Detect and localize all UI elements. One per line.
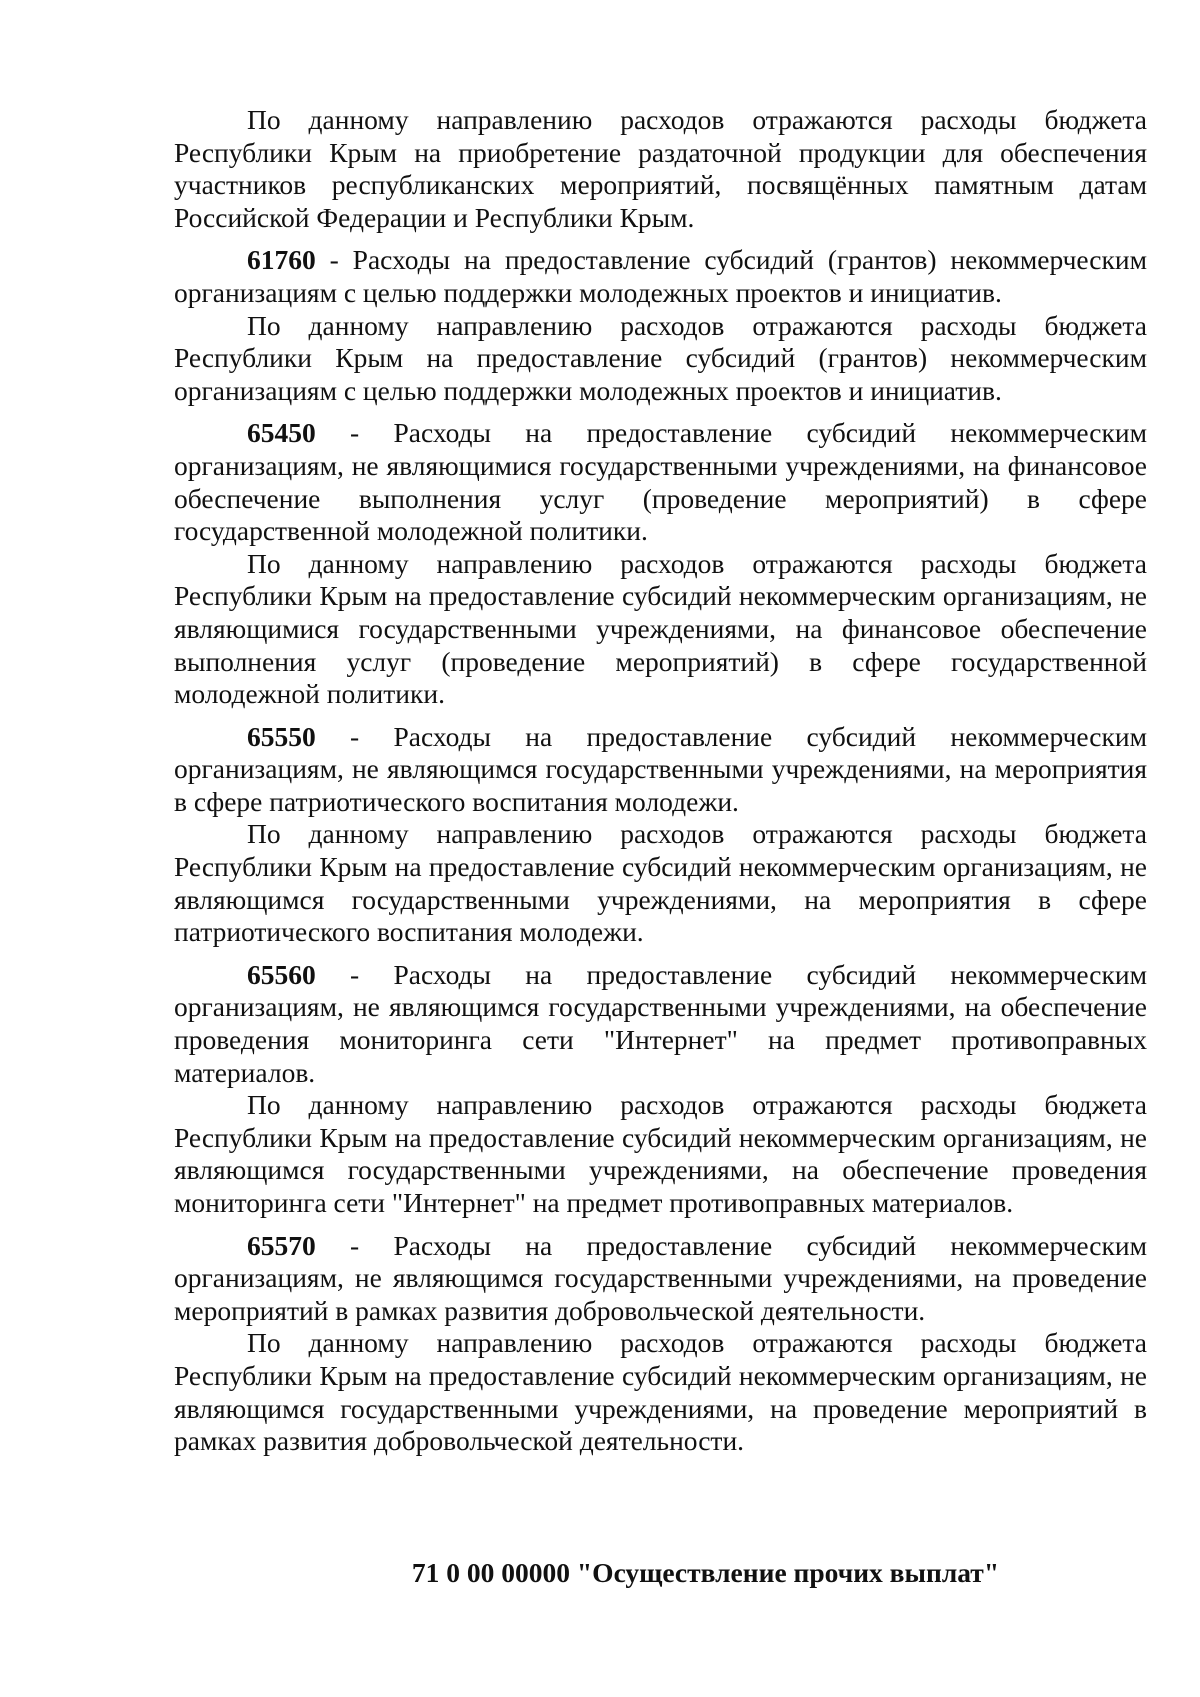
paragraph-text: По данному направлению расходов отражаются расходы бюджета Республики Крым на предоставление субсидий (грантов) некоммерческим организациям с целью поддержки молодежных проектов и инициатив. [174, 309, 1147, 406]
paragraph-expense-item [174, 959, 1147, 1089]
paragraph-text: - Расходы на предоставление субсидий некоммерческим организациям, не являющимся государственными учреждениями, на проведение мероприятий в рамках развития добровольческой деятельности. [174, 1229, 1147, 1326]
paragraph-expense-item [174, 1230, 1147, 1328]
paragraph-text: По данному направлению расходов отражаются расходы бюджета Республики Крым на предоставление субсидий некоммерческим организациям, не являющимся государственными учреждениями, на обеспечение проведения мониторинга сети "Интернет" на предмет противоправных материалов. [174, 1089, 1147, 1218]
paragraph-description [174, 548, 1147, 711]
section-heading: 71 0 00 00000 "Осуществление прочих выплат" [411, 1557, 1000, 1588]
paragraph-text: По данному направлению расходов отражаются расходы бюджета Республики Крым на предоставление субсидий некоммерческим организациям, не являющимся государственными учреждениями, на мероприятия в сфере патриотического воспитания молодежи. [174, 818, 1147, 948]
expense-code: 65550 [247, 720, 316, 752]
paragraph-text: По данному направлению расходов отражаются расходы бюджета Республики Крым на предоставление субсидий некоммерческим организациям, не являющимися государственными учреждениями, на финансовое обеспечение выполнения услуг (проведение мероприятий) в сфере государственной молодежной политики. [174, 547, 1147, 710]
expense-code: 65450 [247, 417, 316, 449]
document-body [174, 104, 1147, 1458]
paragraph-text: - Расходы на предоставление субсидий некоммерческим организациям, не являющимся государственными учреждениями, на мероприятия в сфере патриотического воспитания молодежи. [174, 720, 1147, 817]
expense-code: 65570 [247, 1229, 316, 1261]
paragraph-text: - Расходы на предоставление субсидий некоммерческим организациям, не являющимися государственными учреждениями, на финансовое обеспечение выполнения услуг (проведение мероприятий) в сфере государственной молодежной политики. [174, 417, 1147, 547]
paragraph-description [174, 104, 1147, 234]
paragraph-description [174, 818, 1147, 948]
paragraph-description [174, 1089, 1147, 1219]
paragraph-text: - Расходы на предоставление субсидий некоммерческим организациям, не являющимся государственными учреждениями, на обеспечение проведения мониторинга сети "Интернет" на предмет противоправных материалов. [174, 958, 1147, 1088]
expense-code: 65560 [247, 958, 316, 990]
paragraph-text: По данному направлению расходов отражаются расходы бюджета Республики Крым на предоставление субсидий некоммерческим организациям, не являющимся государственными учреждениями, на проведение мероприятий в рамках развития добровольческой деятельности. [174, 1327, 1147, 1457]
paragraph-description [174, 1327, 1147, 1457]
paragraph-expense-item [174, 417, 1147, 547]
paragraph-expense-item [174, 244, 1147, 309]
paragraph-text: По данному направлению расходов отражаются расходы бюджета Республики Крым на приобретение раздаточной продукции для обеспечения участников республиканских мероприятий, посвящённых памятным датам Российской Федерации и Республики Крым. [174, 104, 1147, 233]
paragraph-description [174, 310, 1147, 408]
paragraph-expense-item [174, 721, 1147, 819]
expense-code: 61760 [247, 244, 316, 276]
paragraph-text: - Расходы на предоставление субсидий (грантов) некоммерческим организациям с целью поддержки молодежных проектов и инициатив. [174, 244, 1147, 308]
